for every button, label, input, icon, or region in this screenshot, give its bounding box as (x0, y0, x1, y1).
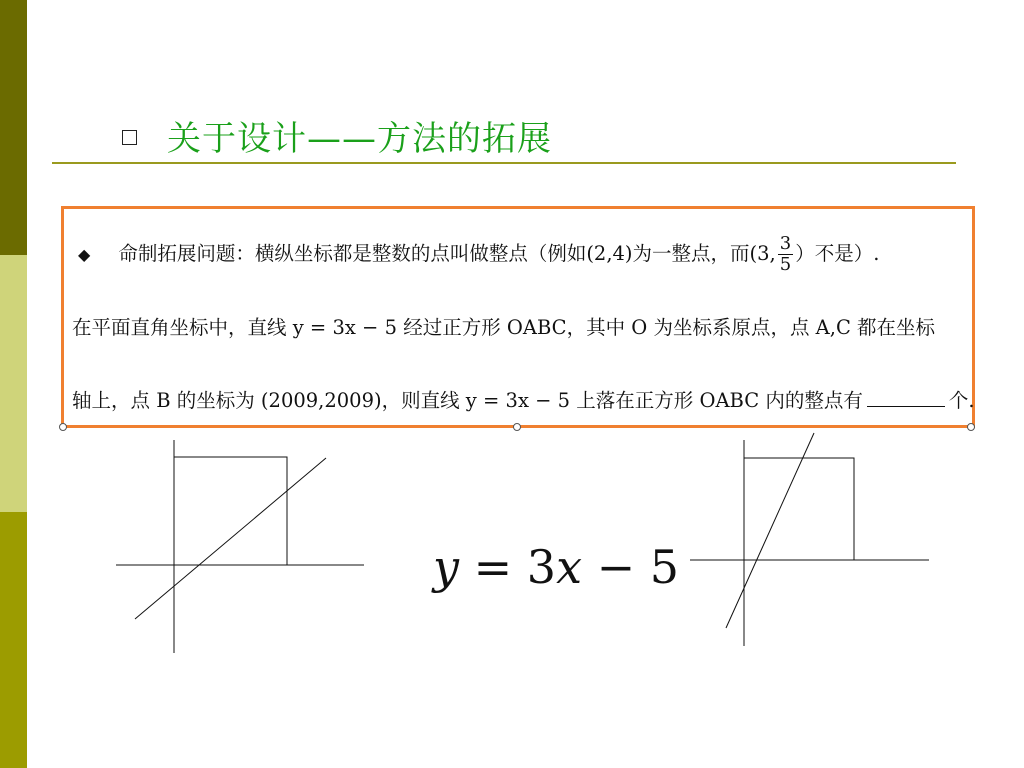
problem-line-1-end: ）不是）. (795, 242, 880, 265)
sidebar-band-top (0, 0, 27, 255)
equation-label: y = 3x − 5 (433, 540, 680, 594)
sidebar-decoration (0, 0, 27, 768)
resize-handle-bottom-right[interactable] (967, 423, 975, 431)
line-right (726, 433, 814, 628)
sidebar-band-middle (0, 255, 27, 512)
square-oabc-left (174, 457, 287, 565)
fraction-denominator: 5 (779, 254, 792, 275)
square-oabc-right (744, 458, 854, 560)
problem-textbox[interactable] (61, 206, 975, 428)
line-left (135, 458, 326, 619)
sidebar-band-bottom (0, 512, 27, 768)
problem-line-1-text: 命制拓展问题：横纵坐标都是整数的点叫做整点（例如(2,4)为一整点，而(3, (118, 242, 776, 265)
resize-handle-bottom-left[interactable] (59, 423, 67, 431)
slide-title-row (122, 110, 552, 160)
problem-line-3-end: 个. (948, 389, 975, 412)
problem-line-3 (72, 385, 975, 413)
resize-handle-bottom-center[interactable] (513, 423, 521, 431)
answer-blank (867, 388, 945, 407)
fraction-numerator: 3 (779, 233, 792, 254)
diagram-right (685, 430, 935, 655)
problem-line-2: 在平面直角坐标中，直线 y = 3x − 5 经过正方形 OABC，其中 O 为坐标系原点，点 A,C 都在坐标 (72, 316, 936, 339)
problem-line-1 (78, 235, 879, 274)
slide-title: 关于设计——方法的拓展 (167, 118, 552, 159)
diamond-bullet-icon: ◆ (78, 245, 91, 264)
diagram-left (110, 435, 370, 660)
fraction (778, 235, 793, 274)
title-divider (52, 162, 956, 164)
problem-line-3-text: 轴上，点 B 的坐标为 (2009,2009)，则直线 y = 3x − 5 上落在正方形 OABC 内的整点有 (72, 389, 863, 412)
square-bullet-icon (122, 130, 137, 145)
